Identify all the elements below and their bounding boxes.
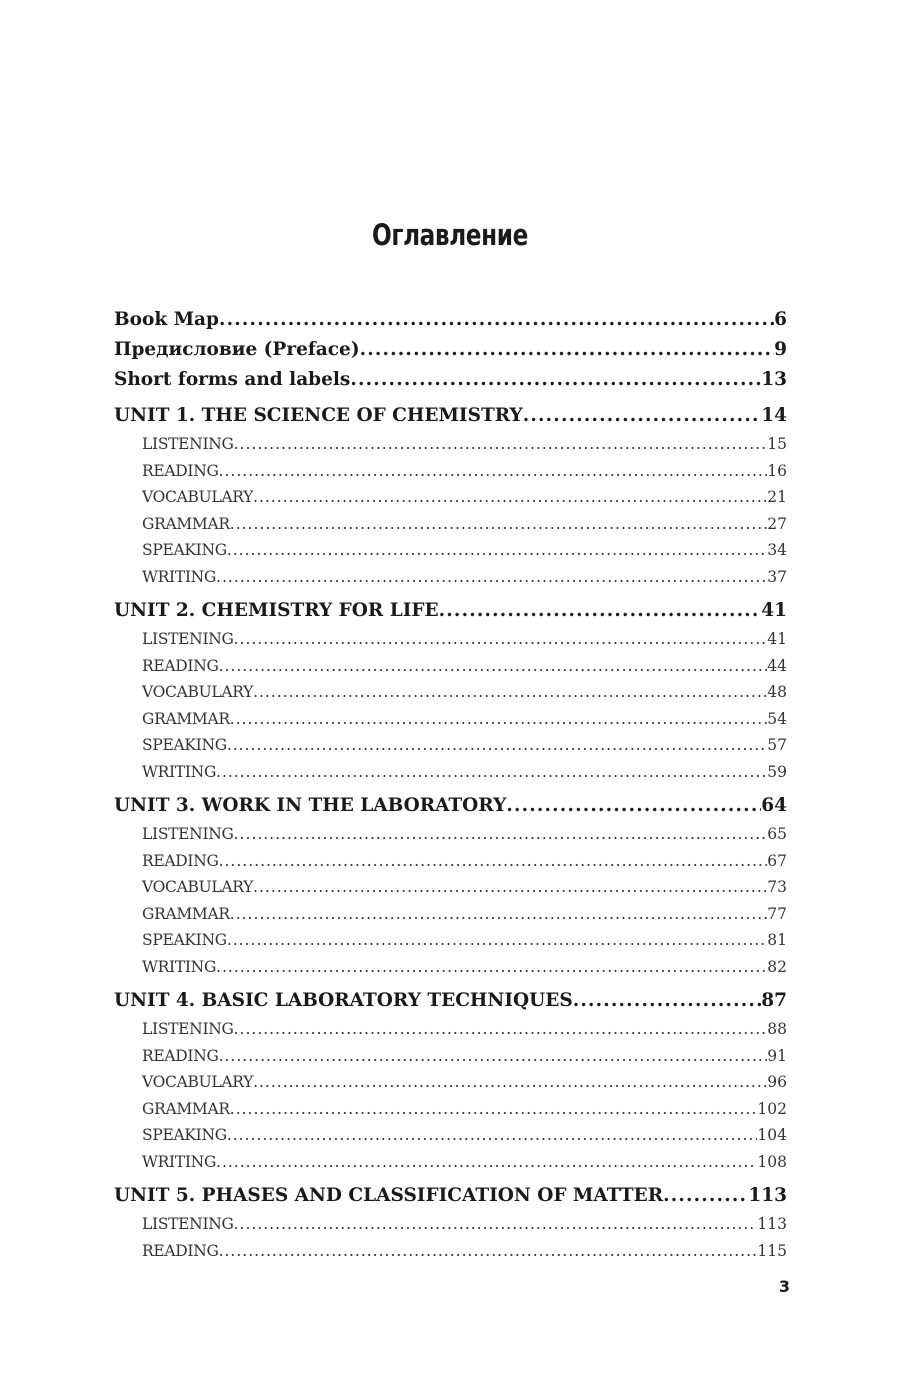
dot-leader xyxy=(230,706,768,733)
dot-leader xyxy=(227,732,767,759)
dot-leader xyxy=(219,458,768,485)
toc-section-reading[interactable] xyxy=(114,848,787,875)
section-page: 77 xyxy=(767,904,787,923)
section-label: LISTENING xyxy=(142,630,234,648)
dot-leader xyxy=(219,848,768,875)
toc-unit-1[interactable] xyxy=(114,401,787,431)
page-number: 3 xyxy=(778,1277,790,1296)
toc-section-vocabulary[interactable] xyxy=(114,679,787,706)
dot-leader xyxy=(253,484,767,511)
dot-leader xyxy=(219,305,774,335)
section-label: GRAMMAR xyxy=(142,709,230,728)
toc-section-vocabulary[interactable] xyxy=(114,1069,787,1096)
dot-leader xyxy=(230,511,768,538)
section-label: READING xyxy=(142,461,219,480)
toc-section-listening[interactable] xyxy=(114,431,787,458)
toc-section-listening[interactable] xyxy=(114,626,787,653)
dot-leader xyxy=(253,1069,767,1096)
unit-page: 87 xyxy=(761,990,787,1011)
section-page: 113 xyxy=(757,1215,787,1233)
toc-entry-page: 9 xyxy=(774,339,787,360)
dot-leader xyxy=(234,1016,768,1043)
dot-leader xyxy=(523,401,762,431)
table-of-contents xyxy=(114,305,787,1264)
dot-leader xyxy=(219,1043,768,1070)
section-page: 34 xyxy=(767,541,787,559)
section-page: 81 xyxy=(767,931,787,949)
section-label: WRITING xyxy=(142,762,217,781)
section-page: 65 xyxy=(767,825,787,843)
section-label: GRAMMAR xyxy=(142,514,230,533)
section-label: WRITING xyxy=(142,957,217,976)
section-page: 15 xyxy=(767,435,787,453)
section-page: 102 xyxy=(757,1099,787,1118)
section-page: 27 xyxy=(767,514,787,533)
section-page: 41 xyxy=(767,630,787,648)
section-page: 88 xyxy=(767,1020,787,1038)
section-label: GRAMMAR xyxy=(142,904,230,923)
toc-unit-2[interactable] xyxy=(114,596,787,626)
dot-leader xyxy=(230,1096,758,1123)
section-page: 37 xyxy=(767,567,787,586)
toc-section-reading[interactable] xyxy=(114,1043,787,1070)
section-page: 115 xyxy=(757,1241,787,1260)
toc-entry-label: Book Map xyxy=(114,309,219,330)
toc-section-listening[interactable] xyxy=(114,1211,787,1238)
toc-entry-preface[interactable] xyxy=(114,335,787,365)
dot-leader xyxy=(234,821,768,848)
section-page: 108 xyxy=(757,1152,787,1171)
dot-leader xyxy=(216,564,767,591)
toc-section-writing[interactable] xyxy=(114,1149,787,1176)
section-label: VOCABULARY xyxy=(142,488,254,506)
toc-entry-label: Предисловие (Preface) xyxy=(114,339,360,360)
section-label: LISTENING xyxy=(142,1020,234,1038)
section-label: SPEAKING xyxy=(142,736,227,754)
dot-leader xyxy=(360,335,775,365)
section-label: VOCABULARY xyxy=(142,878,254,896)
toc-entry-label: Short forms and labels xyxy=(114,369,351,390)
section-page: 16 xyxy=(767,461,787,480)
section-page: 57 xyxy=(767,736,787,754)
toc-section-grammar[interactable] xyxy=(114,901,787,928)
section-label: WRITING xyxy=(142,567,217,586)
dot-leader xyxy=(234,626,768,653)
unit-title: UNIT 1. THE SCIENCE OF CHEMISTRY xyxy=(114,405,523,426)
toc-section-listening[interactable] xyxy=(114,1016,787,1043)
dot-leader xyxy=(350,365,761,395)
dot-leader xyxy=(234,1211,758,1238)
dot-leader xyxy=(230,901,768,928)
section-label: VOCABULARY xyxy=(142,683,254,701)
toc-section-writing[interactable] xyxy=(114,759,787,786)
dot-leader xyxy=(506,791,761,821)
unit-title: UNIT 4. BASIC LABORATORY TECHNIQUES xyxy=(114,990,573,1011)
section-label: LISTENING xyxy=(142,435,234,453)
section-page: 54 xyxy=(767,709,787,728)
section-label: READING xyxy=(142,851,219,870)
section-page: 59 xyxy=(767,762,787,781)
unit-page: 41 xyxy=(761,600,787,621)
section-page: 48 xyxy=(767,683,787,701)
toc-section-grammar[interactable] xyxy=(114,1096,787,1123)
toc-section-speaking[interactable] xyxy=(114,927,787,954)
section-page: 104 xyxy=(757,1126,787,1144)
toc-section-reading[interactable] xyxy=(114,1238,787,1265)
dot-leader xyxy=(573,986,762,1016)
section-label: GRAMMAR xyxy=(142,1099,230,1118)
unit-page: 113 xyxy=(748,1185,787,1206)
dot-leader xyxy=(253,874,767,901)
toc-entry-page: 13 xyxy=(761,369,787,390)
section-label: READING xyxy=(142,1241,219,1260)
dot-leader xyxy=(219,653,768,680)
toc-section-grammar[interactable] xyxy=(114,706,787,733)
toc-unit-4[interactable] xyxy=(114,986,787,1016)
unit-title: UNIT 3. WORK IN THE LABORATORY xyxy=(114,795,507,816)
section-page: 96 xyxy=(767,1073,787,1091)
dot-leader xyxy=(253,679,767,706)
section-page: 91 xyxy=(767,1046,787,1065)
unit-page: 64 xyxy=(761,795,787,816)
toc-section-vocabulary[interactable] xyxy=(114,484,787,511)
dot-leader xyxy=(234,431,768,458)
dot-leader xyxy=(227,927,767,954)
section-page: 82 xyxy=(767,957,787,976)
dot-leader xyxy=(227,537,767,564)
toc-section-grammar[interactable] xyxy=(114,511,787,538)
dot-leader xyxy=(227,1122,758,1149)
toc-section-writing[interactable] xyxy=(114,564,787,591)
dot-leader xyxy=(219,1238,758,1265)
section-page: 67 xyxy=(767,851,787,870)
unit-title: UNIT 5. PHASES AND CLASSIFICATION OF MATTER xyxy=(114,1185,664,1206)
section-label: SPEAKING xyxy=(142,541,227,559)
toc-unit-3[interactable] xyxy=(114,791,787,821)
dot-leader xyxy=(663,1181,748,1211)
toc-section-vocabulary[interactable] xyxy=(114,874,787,901)
dot-leader xyxy=(439,596,762,626)
section-page: 44 xyxy=(767,656,787,675)
section-label: SPEAKING xyxy=(142,931,227,949)
toc-section-speaking[interactable] xyxy=(114,732,787,759)
section-label: LISTENING xyxy=(142,1215,234,1233)
toc-entry-short-forms[interactable] xyxy=(114,365,787,395)
section-label: SPEAKING xyxy=(142,1126,227,1144)
dot-leader xyxy=(216,954,767,981)
toc-section-writing[interactable] xyxy=(114,954,787,981)
section-label: VOCABULARY xyxy=(142,1073,254,1091)
section-page: 21 xyxy=(767,488,787,506)
toc-unit-5[interactable] xyxy=(114,1181,787,1211)
page-title: Оглавление xyxy=(372,218,528,252)
toc-section-speaking[interactable] xyxy=(114,537,787,564)
dot-leader xyxy=(216,1149,757,1176)
toc-entry-page: 6 xyxy=(774,309,787,330)
dot-leader xyxy=(216,759,767,786)
unit-title: UNIT 2. CHEMISTRY FOR LIFE xyxy=(114,600,439,621)
section-label: LISTENING xyxy=(142,825,234,843)
toc-section-reading[interactable] xyxy=(114,458,787,485)
toc-section-speaking[interactable] xyxy=(114,1122,787,1149)
section-label: READING xyxy=(142,1046,219,1065)
section-page: 73 xyxy=(767,878,787,896)
section-label: READING xyxy=(142,656,219,675)
unit-page: 14 xyxy=(761,405,787,426)
toc-section-reading[interactable] xyxy=(114,653,787,680)
toc-entry-book-map[interactable] xyxy=(114,305,787,335)
section-label: WRITING xyxy=(142,1152,217,1171)
toc-section-listening[interactable] xyxy=(114,821,787,848)
